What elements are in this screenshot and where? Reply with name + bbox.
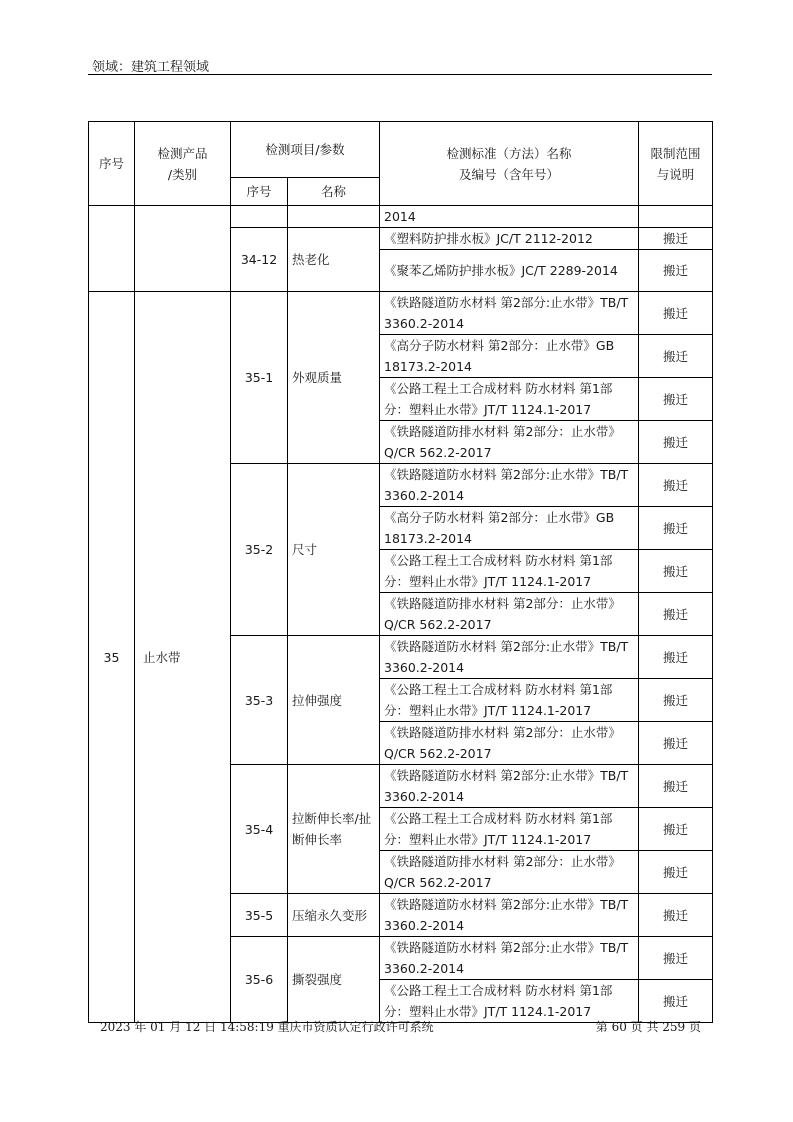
limit-cell: 搬迁 (639, 808, 713, 851)
limit-cell: 搬迁 (639, 378, 713, 421)
limit-cell: 搬迁 (639, 980, 713, 1023)
item-seq: 35-4 (231, 765, 288, 894)
standard-cell: 《铁路隧道防水材料 第2部分:止水带》TB/T 3360.2-2014 (380, 292, 639, 335)
limit-cell: 搬迁 (639, 335, 713, 378)
limit-cell: 搬迁 (639, 507, 713, 550)
item-name: 尺寸 (288, 464, 380, 636)
item-seq: 35-2 (231, 464, 288, 636)
head-product: 检测产品 /类别 (135, 122, 231, 206)
item-seq: 35-1 (231, 292, 288, 464)
limit-cell: 搬迁 (639, 550, 713, 593)
item-seq: 35-6 (231, 937, 288, 1023)
limit-cell: 搬迁 (639, 851, 713, 894)
standard-cell: 《铁路隧道防水材料 第2部分:止水带》TB/T 3360.2-2014 (380, 636, 639, 679)
standard-cell: 《高分子防水材料 第2部分：止水带》GB 18173.2-2014 (380, 507, 639, 550)
item-name: 撕裂强度 (288, 937, 380, 1023)
cont-product-cell (135, 206, 231, 292)
standard-cell: 《铁路隧道防水材料 第2部分:止水带》TB/T 3360.2-2014 (380, 937, 639, 980)
standard-cell: 《高分子防水材料 第2部分：止水带》GB 18173.2-2014 (380, 335, 639, 378)
standard-cell: 《铁路隧道防排水材料 第2部分：止水带》Q/CR 562.2-2017 (380, 851, 639, 894)
head-seq: 序号 (89, 122, 135, 206)
limit-cell: 搬迁 (639, 250, 713, 292)
limit-cell (639, 206, 713, 228)
footer-page-number: 第 60 页 共 259 页 (595, 1020, 701, 1034)
group-seq-35: 35 (89, 292, 135, 1023)
standard-cell: 《塑料防护排水板》JC/T 2112-2012 (380, 228, 639, 250)
limit-cell: 搬迁 (639, 937, 713, 980)
group-product-35: 止水带 (135, 292, 231, 1023)
standard-cell: 《铁路隧道防排水材料 第2部分：止水带》Q/CR 562.2-2017 (380, 593, 639, 636)
head-standard: 检测标准（方法）名称 及编号（含年号） (380, 122, 639, 206)
item-seq: 35-5 (231, 894, 288, 937)
limit-cell: 搬迁 (639, 421, 713, 464)
standard-cell: 《铁路隧道防水材料 第2部分:止水带》TB/T 3360.2-2014 (380, 765, 639, 808)
head-item-seq: 序号 (231, 178, 288, 206)
item-seq: 35-3 (231, 636, 288, 765)
limit-cell: 搬迁 (639, 679, 713, 722)
standard-cell: 《公路工程土工合成材料 防水材料 第1部分：塑料止水带》JT/T 1124.1-2017 (380, 550, 639, 593)
item-name: 拉伸强度 (288, 636, 380, 765)
standard-cell: 《公路工程土工合成材料 防水材料 第1部分：塑料止水带》JT/T 1124.1-2017 (380, 679, 639, 722)
limit-cell: 搬迁 (639, 765, 713, 808)
standard-cell: 《公路工程土工合成材料 防水材料 第1部分：塑料止水带》JT/T 1124.1-2017 (380, 808, 639, 851)
head-item-group: 检测项目/参数 (231, 122, 380, 178)
page-header-domain: 领域：建筑工程领域 (92, 60, 210, 75)
standard-cell: 《聚苯乙烯防护排水板》JC/T 2289-2014 (380, 250, 639, 292)
standard-cell: 《铁路隧道防水材料 第2部分:止水带》TB/T 3360.2-2014 (380, 464, 639, 507)
item-name: 拉断伸长率/扯断伸长率 (288, 765, 380, 894)
cont-seq-cell (89, 206, 135, 292)
accreditation-table (88, 121, 713, 1023)
limit-cell: 搬迁 (639, 228, 713, 250)
limit-cell: 搬迁 (639, 894, 713, 937)
standard-cell: 《铁路隧道防水材料 第2部分:止水带》TB/T 3360.2-2014 (380, 894, 639, 937)
standard-cell: 《铁路隧道防排水材料 第2部分：止水带》Q/CR 562.2-2017 (380, 421, 639, 464)
item-name-34-12: 热老化 (288, 228, 380, 292)
footer-timestamp: 2023 年 01 月 12 日 14:58:19 重庆市资质认定行政许可系统 (100, 1020, 434, 1034)
limit-cell: 搬迁 (639, 292, 713, 335)
standard-cell: 《铁路隧道防排水材料 第2部分：止水带》Q/CR 562.2-2017 (380, 722, 639, 765)
cont-item-name-cell (288, 206, 380, 228)
head-item-name: 名称 (288, 178, 380, 206)
standard-cell: 《公路工程土工合成材料 防水材料 第1部分：塑料止水带》JT/T 1124.1-2017 (380, 980, 639, 1023)
limit-cell: 搬迁 (639, 722, 713, 765)
cont-item-seq-cell (231, 206, 288, 228)
item-name: 外观质量 (288, 292, 380, 464)
item-seq-34-12: 34-12 (231, 228, 288, 292)
standard-cell: 《公路工程土工合成材料 防水材料 第1部分：塑料止水带》JT/T 1124.1-2017 (380, 378, 639, 421)
head-limit: 限制范围 与说明 (639, 122, 713, 206)
standard-cell: 2014 (380, 206, 639, 228)
limit-cell: 搬迁 (639, 593, 713, 636)
limit-cell: 搬迁 (639, 464, 713, 507)
item-name: 压缩永久变形 (288, 894, 380, 937)
limit-cell: 搬迁 (639, 636, 713, 679)
header-rule (88, 74, 712, 75)
